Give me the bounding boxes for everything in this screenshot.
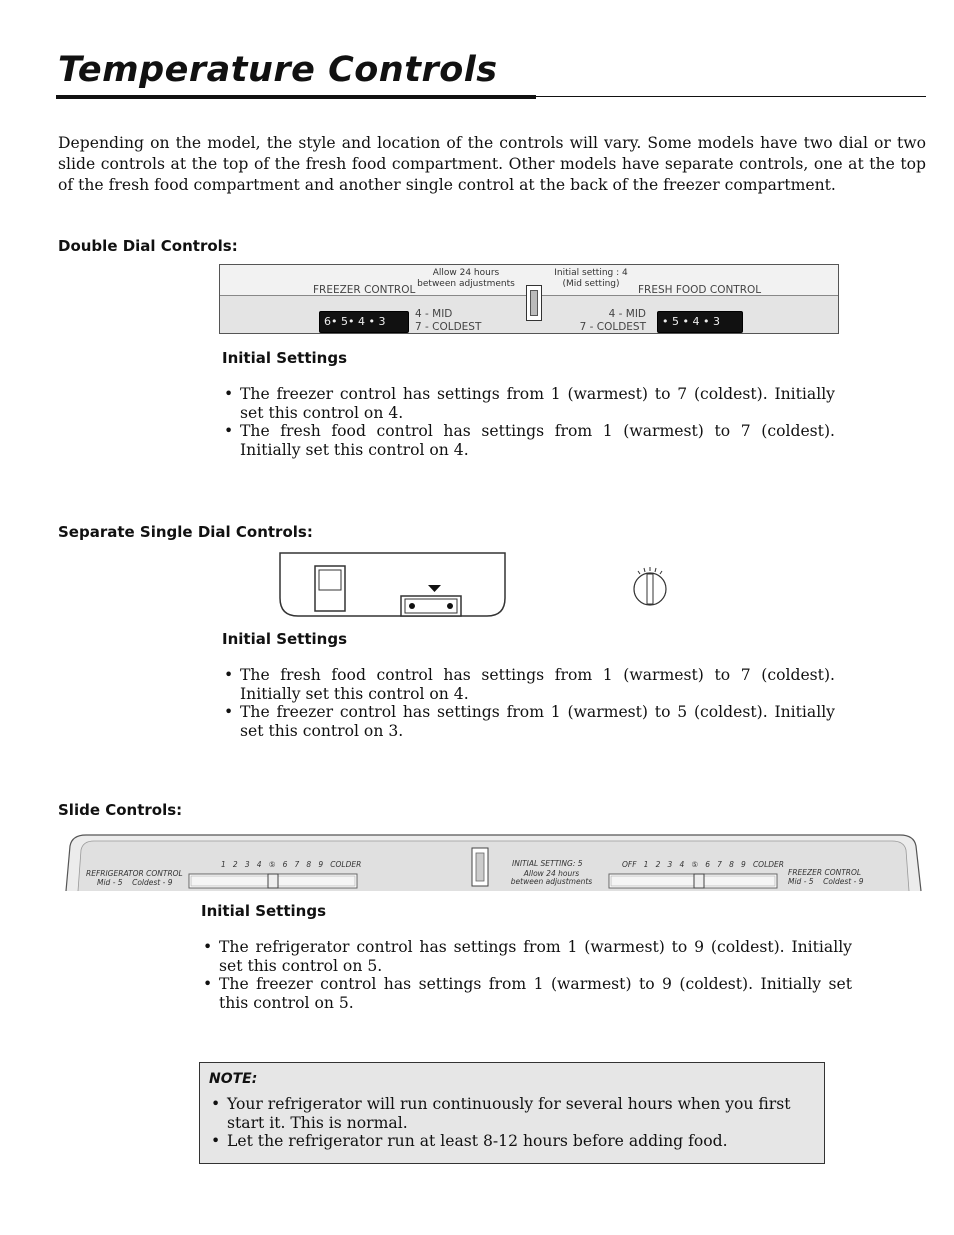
- left-mid-label: 4 - MID: [415, 308, 453, 320]
- allow-label-1: Allow 24 hours: [523, 869, 580, 878]
- initial-setting-text-2: (Mid setting): [562, 279, 620, 289]
- fresh-food-control-diagram: [278, 552, 508, 618]
- slide-controls-heading: Slide Controls:: [58, 801, 183, 819]
- separate-dial-heading: Separate Single Dial Controls:: [58, 523, 313, 541]
- allow-label-2: between adjustments: [510, 877, 593, 886]
- allow-text-2: between adjustments: [417, 279, 515, 289]
- allow-text-1: Allow 24 hours: [432, 268, 500, 278]
- list-item: • The fresh food control has settings from 1 (warmest) to 7 (coldest). Initially set this control on 4.: [222, 422, 835, 459]
- left-coldest-label: 7 - COLDEST: [415, 321, 482, 333]
- double-dial-panel: [219, 264, 839, 334]
- title-rule: [536, 96, 926, 97]
- note-heading: NOTE:: [209, 1071, 258, 1087]
- list-item: • Your refrigerator will run continuously for several hours when you first start it. This is normal.: [209, 1095, 817, 1132]
- right-mid-label: 4 - MID: [608, 308, 646, 320]
- separate-bullets: [222, 666, 835, 740]
- separate-initial-settings-heading: Initial Settings: [222, 630, 348, 648]
- refrigerator-mid-coldest: Mid - 5 Coldest - 9: [97, 878, 173, 887]
- list-item: • The fresh food control has settings from 1 (warmest) to 7 (coldest). Initially set this control on 4.: [222, 666, 835, 703]
- list-item: • Let the refrigerator run at least 8-12 hours before adding food.: [209, 1132, 817, 1151]
- initial-setting-text-1: Initial setting : 4: [554, 268, 628, 278]
- freezer-control-label: FREEZER CONTROL: [788, 868, 862, 877]
- double-bullets: [222, 385, 835, 459]
- slide-initial-settings-heading: Initial Settings: [201, 902, 327, 920]
- freezer-scale: OFF 1 2 3 4 ⑤ 6 7 8 9 COLDER: [622, 860, 784, 869]
- note-box: [199, 1062, 825, 1164]
- double-dial-heading: Double Dial Controls:: [58, 237, 238, 255]
- fresh-food-dial[interactable]: • 5 • 4 • 3: [657, 311, 743, 333]
- freezer-dial-icon[interactable]: [630, 565, 670, 609]
- list-item: • The freezer control has settings from 1 (warmest) to 5 (coldest). Initially set this control on 3.: [222, 703, 835, 740]
- freezer-mid-coldest: Mid - 5 Coldest - 9: [788, 877, 864, 886]
- fresh-food-control-label: FRESH FOOD CONTROL: [638, 284, 762, 296]
- list-item: • The freezer control has settings from 1 (warmest) to 7 (coldest). Initially set this control on 4.: [222, 385, 835, 422]
- refrigerator-control-label: REFRIGERATOR CONTROL: [86, 869, 183, 878]
- page-title: Temperature Controls: [58, 50, 498, 90]
- intro-paragraph: Depending on the model, the style and location of the controls will vary. Some models have two dial or two slide controls at the top of the fresh food compartment. Other models have separate controls, one at the top of the fresh food compartment and another single control at the back of the freezer compartment.: [58, 134, 926, 194]
- title-underline: [56, 95, 536, 99]
- note-bullets: [209, 1095, 817, 1151]
- right-coldest-label: 7 - COLDEST: [579, 321, 646, 333]
- freezer-dial[interactable]: 6• 5• 4 • 3: [319, 311, 409, 333]
- refrigerator-scale: 1 2 3 4 ⑤ 6 7 8 9 COLDER: [221, 860, 362, 869]
- initial-setting-label: INITIAL SETTING: 5: [512, 859, 583, 868]
- freezer-control-label: FREEZER CONTROL: [313, 284, 416, 296]
- light-switch[interactable]: [526, 285, 542, 321]
- slide-control-panel: [64, 834, 922, 892]
- double-initial-settings-heading: Initial Settings: [222, 349, 348, 367]
- list-item: • The freezer control has settings from 1 (warmest) to 9 (coldest). Initially set this control on 5.: [201, 975, 852, 1012]
- slide-bullets: [201, 938, 852, 1012]
- list-item: • The refrigerator control has settings from 1 (warmest) to 9 (coldest). Initially set this control on 5.: [201, 938, 852, 975]
